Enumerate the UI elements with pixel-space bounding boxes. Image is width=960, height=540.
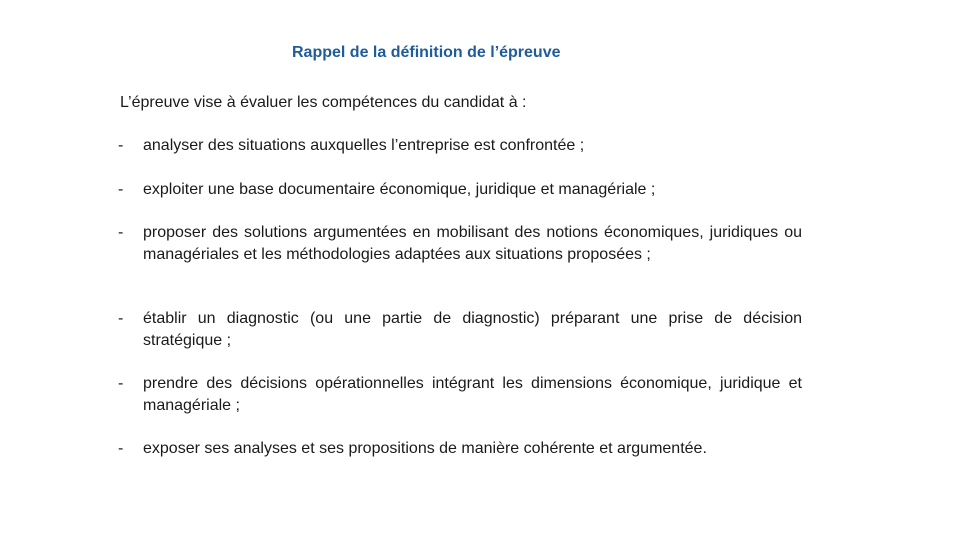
list-item xyxy=(118,179,802,201)
bullet-marker: - xyxy=(118,137,124,154)
list-item-text: exposer ses analyses et ses propositions de manière cohérente et argumentée. xyxy=(143,440,707,457)
bullet-marker: - xyxy=(118,375,124,392)
list-item xyxy=(118,222,802,266)
bullet-marker: - xyxy=(118,181,124,198)
list-item-text: prendre des décisions opérationnelles intégrant les dimensions économique, juridique et managériale ; xyxy=(143,375,802,414)
slide-title: Rappel de la définition de l’épreuve xyxy=(292,44,561,61)
list-item xyxy=(118,373,802,417)
list-item-text: analyser des situations auxquelles l’entreprise est confrontée ; xyxy=(143,137,585,154)
bullet-marker: - xyxy=(118,224,124,241)
list-item-text: établir un diagnostic (ou une partie de diagnostic) préparant une prise de décision stratégique ; xyxy=(143,310,802,349)
list-item-text: exploiter une base documentaire économique, juridique et managériale ; xyxy=(143,181,656,198)
bullet-marker: - xyxy=(118,310,124,327)
list-item-text: proposer des solutions argumentées en mobilisant des notions économiques, juridiques ou managériales et les méthodologies adaptées aux situations proposées ; xyxy=(143,224,802,263)
intro-text: L’épreuve vise à évaluer les compétences du candidat à : xyxy=(120,94,527,111)
list-item xyxy=(118,438,802,460)
list-item xyxy=(118,308,802,352)
bullet-marker: - xyxy=(118,440,124,457)
list-item xyxy=(118,135,802,157)
